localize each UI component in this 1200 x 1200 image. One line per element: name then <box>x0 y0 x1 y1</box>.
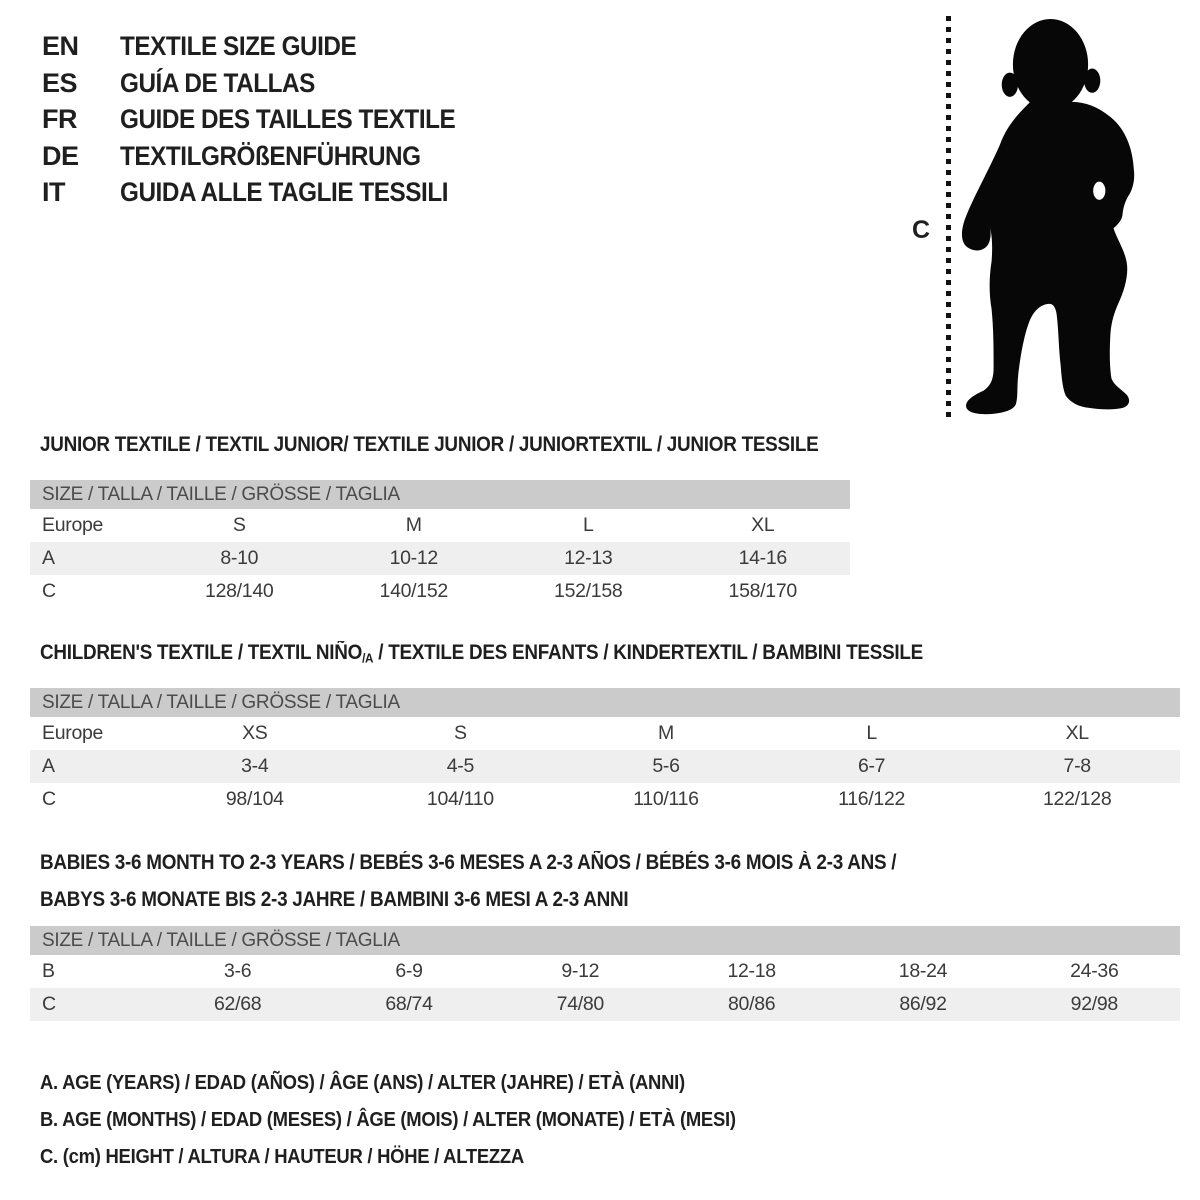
table-row <box>30 542 850 575</box>
babies-heading-line1: BABIES 3-6 MONTH TO 2-3 YEARS / BEBÉS 3-6 MESES A 2-3 AÑOS / BÉBÉS 3-6 MOIS À 2-3 ANS / <box>40 851 897 874</box>
size-value-cell: 14-16 <box>738 547 787 569</box>
children-section-heading <box>40 640 1021 671</box>
size-value-cell: 3-4 <box>241 755 269 777</box>
row-label: A <box>42 547 55 569</box>
language-code: ES <box>42 67 78 98</box>
children-size-table <box>30 688 1180 816</box>
size-value-cell: 5-6 <box>652 755 680 777</box>
size-value-cell: L <box>866 722 877 744</box>
height-dashed-line <box>946 16 951 417</box>
table-row <box>30 509 850 542</box>
size-value-cell: 74/80 <box>556 993 604 1015</box>
size-value-cell: 12-13 <box>564 547 613 569</box>
language-title: GUIDE DES TAILLES TEXTILE <box>120 104 456 134</box>
junior-section-heading-text: JUNIOR TEXTILE / TEXTIL JUNIOR/ TEXTILE JUNIOR / JUNIORTEXTIL / JUNIOR TESSILE <box>40 433 819 456</box>
size-value-cell: 9-12 <box>561 960 600 982</box>
row-label: C <box>42 993 56 1015</box>
size-value-cell: 128/140 <box>205 580 274 602</box>
row-label: C <box>42 788 56 810</box>
legend <box>40 1064 813 1175</box>
size-value-cell: 10-12 <box>389 547 438 569</box>
size-value-cell: XS <box>242 722 268 744</box>
size-value-cell: 8-10 <box>220 547 259 569</box>
size-value-cell: 152/158 <box>554 580 623 602</box>
size-value-cell: 116/122 <box>838 788 906 810</box>
size-value-cell: 92/98 <box>1070 993 1118 1015</box>
language-title: GUÍA DE TALLAS <box>120 67 315 98</box>
table-row <box>30 955 1180 988</box>
language-code: FR <box>42 104 77 134</box>
size-value-cell: 98/104 <box>225 788 284 810</box>
size-value-cell: M <box>405 514 422 536</box>
children-section-heading-text <box>40 640 923 671</box>
size-value-cell: 68/74 <box>385 993 433 1015</box>
size-value-cell: 7-8 <box>1063 755 1091 777</box>
row-label: B <box>42 960 55 982</box>
language-row <box>42 101 493 138</box>
language-row <box>42 138 493 175</box>
language-row <box>42 28 493 65</box>
babies-heading-line2: BABYS 3-6 MONATE BIS 2-3 JAHRE / BAMBINI 3-6 MESI A 2-3 ANNI <box>40 887 629 911</box>
size-value-cell: S <box>454 722 467 744</box>
language-title: TEXTILE SIZE GUIDE <box>120 31 357 61</box>
table-row <box>30 783 1180 816</box>
table-row <box>30 988 1180 1021</box>
size-header-band: SIZE / TALLA / TAILLE / GRÖSSE / TAGLIA <box>30 688 1180 717</box>
figure-height-label: C <box>912 216 931 244</box>
size-header-band: SIZE / TALLA / TAILLE / GRÖSSE / TAGLIA <box>30 926 1180 955</box>
toddler-silhouette-image <box>956 14 1144 418</box>
size-value-cell: 62/68 <box>214 993 262 1015</box>
size-value-cell: 24-36 <box>1070 960 1119 982</box>
legend-age-months: B. AGE (MONTHS) / EDAD (MESES) / ÂGE (MOIS) / ALTER (MONATE) / ETÀ (MESI) <box>40 1108 736 1131</box>
language-list <box>42 28 493 211</box>
size-value-cell: 104/110 <box>426 788 494 810</box>
size-value-cell: L <box>582 514 594 536</box>
table-row <box>30 717 1180 750</box>
size-value-cell: XL <box>751 514 775 536</box>
children-heading-after: / TEXTILE DES ENFANTS / KINDERTEXTIL / BAMBINI TESSILE <box>373 641 924 664</box>
row-label: C <box>42 580 56 602</box>
table-row <box>30 575 850 608</box>
size-value-cell: 86/92 <box>899 993 947 1015</box>
size-value-cell: 3-6 <box>224 960 252 982</box>
size-value-cell: 6-7 <box>857 755 886 777</box>
size-value-cell: 18-24 <box>898 960 948 982</box>
size-value-cell: M <box>658 722 674 744</box>
babies-size-table <box>30 926 1180 1021</box>
size-value-cell: XL <box>1065 722 1089 744</box>
size-value-cell: 80/86 <box>728 993 776 1015</box>
children-heading-before: CHILDREN'S TEXTILE / TEXTIL NIÑO <box>40 641 363 664</box>
junior-size-table <box>30 480 850 608</box>
size-value-cell: 12-18 <box>727 960 776 982</box>
size-value-cell: 110/116 <box>633 788 699 810</box>
language-title: TEXTILGRÖßENFÜHRUNG <box>120 140 421 171</box>
language-title: GUIDA ALLE TAGLIE TESSILI <box>120 177 449 207</box>
children-heading-subscript: /A <box>362 650 374 666</box>
size-value-cell: 158/170 <box>728 580 797 602</box>
table-row <box>30 750 1180 783</box>
language-row <box>42 174 493 211</box>
language-code: EN <box>42 31 79 61</box>
size-header-band: SIZE / TALLA / TAILLE / GRÖSSE / TAGLIA <box>30 480 850 509</box>
size-value-cell: 4-5 <box>446 755 475 777</box>
language-code: IT <box>42 177 65 207</box>
legend-age-years: A. AGE (YEARS) / EDAD (AÑOS) / ÂGE (ANS) / ALTER (JAHRE) / ETÀ (ANNI) <box>40 1071 685 1094</box>
babies-section-heading <box>40 845 991 918</box>
junior-section-heading <box>40 432 905 458</box>
row-label: Europe <box>42 722 104 744</box>
size-value-cell: S <box>232 514 246 536</box>
language-row <box>42 65 493 102</box>
legend-height-cm: C. (cm) HEIGHT / ALTURA / HAUTEUR / HÖHE / ALTEZZA <box>40 1145 524 1168</box>
size-value-cell: 6-9 <box>395 960 423 982</box>
size-value-cell: 122/128 <box>1043 788 1112 810</box>
row-label: Europe <box>42 514 104 536</box>
row-label: A <box>42 755 55 777</box>
size-value-cell: 140/152 <box>379 580 448 602</box>
language-code: DE <box>42 140 79 171</box>
